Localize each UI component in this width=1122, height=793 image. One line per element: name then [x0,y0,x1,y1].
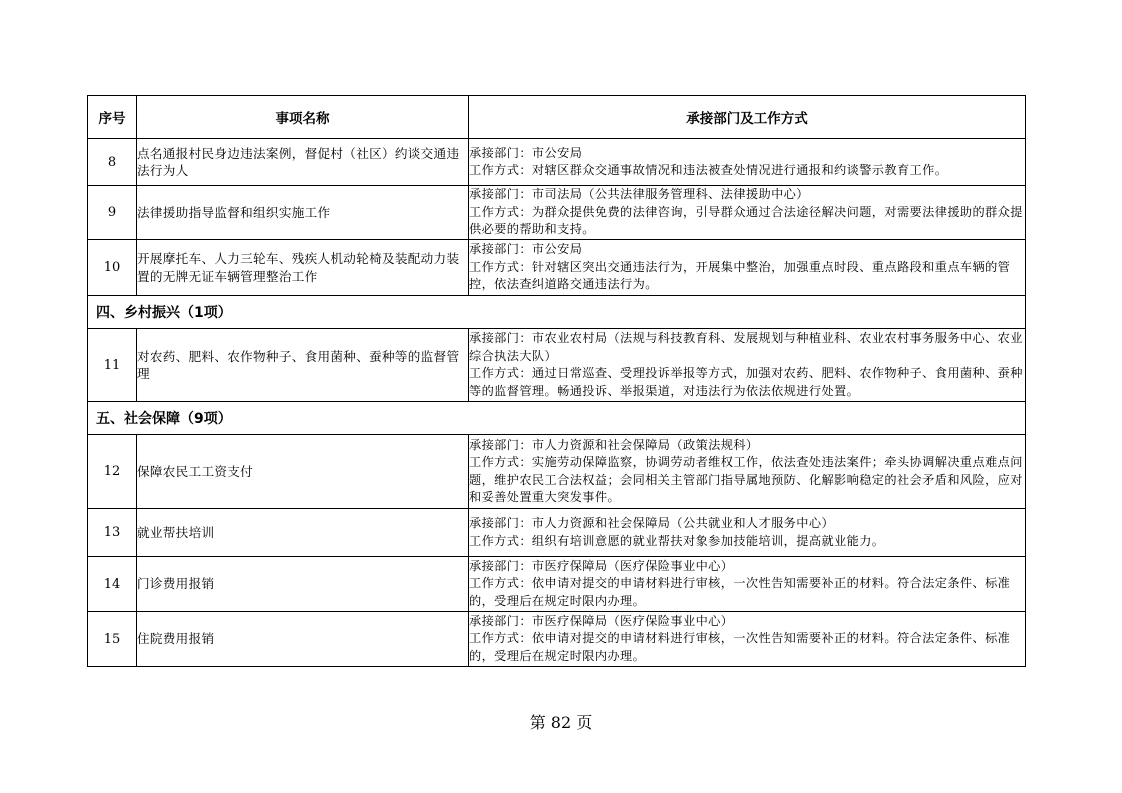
dept-cell [469,139,1026,186]
item-name: 法律援助指导监督和组织实施工作 [137,186,469,240]
dept-cell [469,240,1026,296]
dept-text: 承接部门：市医疗保障局（医疗保险事业中心） [469,558,734,573]
table-row [88,186,1026,240]
table-row [88,329,1026,402]
dept-cell [469,329,1026,402]
table-row [88,139,1026,186]
table-header-row [88,96,1026,139]
header-seq: 序号 [88,96,137,139]
row-number: 11 [88,329,137,402]
item-name: 保障农民工工资支付 [137,435,469,509]
table-row [88,435,1026,509]
section-title: 五、社会保障（9项） [88,402,1026,435]
dept-cell [469,509,1026,557]
dept-text: 承接部门：市人力资源和社会保障局（公共就业和人才服务中心） [469,516,835,530]
method-text: 工作方式：组织有培训意愿的就业帮扶对象参加技能培训，提高就业能力。 [469,533,885,548]
row-number: 14 [88,557,137,612]
dept-text: 承接部门：市公安局 [469,145,583,160]
dept-cell [469,186,1026,240]
header-item-name: 事项名称 [137,96,469,139]
section-row [88,402,1026,435]
item-name: 点名通报村民身边违法案例，督促村（社区）约谈交通违法行为人 [137,139,469,186]
row-number: 8 [88,139,137,186]
method-text: 工作方式：依申请对提交的申请材料进行审核，一次性告知需要补正的材料。符合法定条件、标准的，受理后在规定时限内办理。 [469,576,1011,608]
dept-text: 承接部门：市医疗保障局（医疗保险事业中心） [469,613,734,628]
method-text: 工作方式：通过日常巡查、受理投诉举报等方式，加强对农药、肥料、农作物种子、食用菌种、蚕种等的监督管理。畅通投诉、举报渠道，对违法行为依法依规进行处置。 [469,366,1023,398]
dept-text: 承接部门：市人力资源和社会保障局（政策法规科） [469,437,759,452]
row-number: 10 [88,240,137,296]
item-name: 住院费用报销 [137,612,469,667]
dept-text: 承接部门：市农业农村局（法规与科技教育科、发展规划与种植业科、农业农村事务服务中心、农业综合执法大队） [469,331,1023,363]
section-row [88,296,1026,329]
items-table [87,95,1026,667]
table-row [88,557,1026,612]
dept-cell [469,435,1026,509]
item-name: 门诊费用报销 [137,557,469,612]
method-text: 工作方式：依申请对提交的申请材料进行审核，一次性告知需要补正的材料。符合法定条件、标准的，受理后在规定时限内办理。 [469,631,1011,663]
table-row [88,509,1026,557]
row-number: 13 [88,509,137,557]
method-text: 工作方式：对辖区群众交通事故情况和违法被查处情况进行通报和约谈警示教育工作。 [469,163,948,177]
dept-text: 承接部门：市公安局 [469,242,583,257]
table-row [88,612,1026,667]
item-name: 对农药、肥料、农作物种子、食用菌种、蚕种等的监督管理 [137,329,469,402]
row-number: 9 [88,186,137,240]
page-number: 第 82 页 [529,713,593,732]
method-text: 工作方式：针对辖区突出交通违法行为，开展集中整治，加强重点时段、重点路段和重点车辆的管控，依法查纠道路交通违法行为。 [469,259,1011,292]
item-name: 开展摩托车、人力三轮车、残疾人机动轮椅及装配动力装置的无牌无证车辆管理整治工作 [137,240,469,296]
header-dept-method: 承接部门及工作方式 [469,96,1026,139]
item-name: 就业帮扶培训 [137,509,469,557]
dept-cell [469,557,1026,612]
section-title: 四、乡村振兴（1项） [88,296,1026,329]
dept-text: 承接部门：市司法局（公共法律服务管理科、法律援助中心） [469,187,809,202]
row-number: 15 [88,612,137,667]
method-text: 工作方式：实施劳动保障监察，协调劳动者维权工作，依法查处违法案件；牵头协调解决重点难点问题，维护农民工合法权益；会同相关主管部门指导属地预防、化解影响稳定的社会矛盾和风险，应对和妥善处置重大突发事件。 [469,455,1023,504]
method-text: 工作方式：为群众提供免费的法律咨询，引导群众通过合法途径解决问题，对需要法律援助的群众提供必要的帮助和支持。 [469,204,1023,237]
table-row [88,240,1026,296]
row-number: 12 [88,435,137,509]
dept-cell [469,612,1026,667]
